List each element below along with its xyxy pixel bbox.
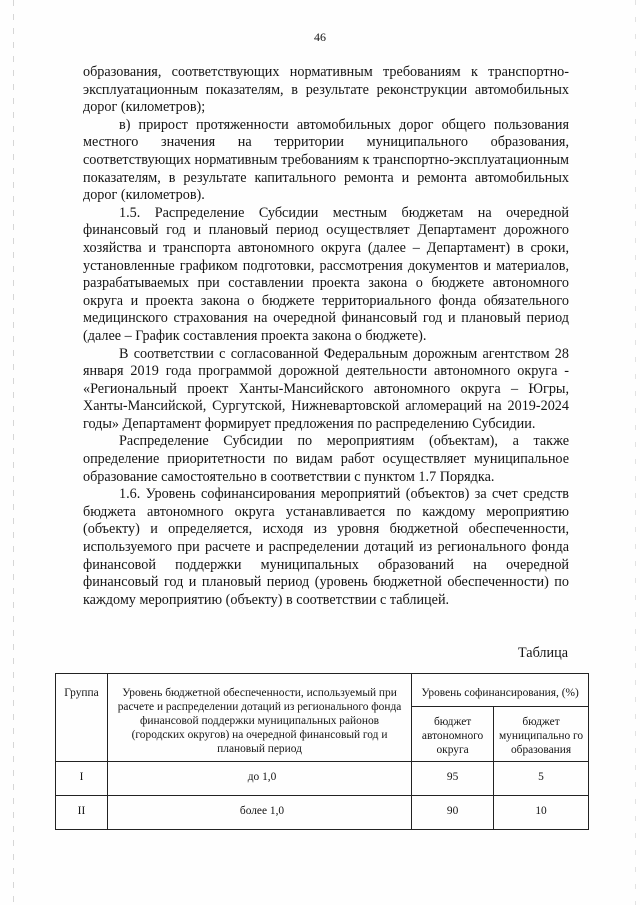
header-budget-ao: бюджет автономного округа [412,707,494,762]
body-text [83,64,569,609]
paragraph-program: В соответствии с согласованной Федеральным дорожным агентством 28 января 2019 года программой дорожной деятельности автономного округа - «Региональный проект Ханты-Мансийского автономного округа – Югры, Ханты-Мансийской, Сургутской, Нижневартовской агломераций на 2019-2024 годы» Департамент формирует предложения по распределению Субсидии. [83,345,569,432]
paragraph-continuation: образования, соответствующих нормативным требованиям к транспортно-эксплуатационным показателям, в результате реконструкции автомобильных дорог (километров); [83,64,569,116]
scan-edge-right [635,0,636,905]
scan-edge-left [13,0,14,905]
cell-budget-ao: 95 [412,762,494,796]
header-budget-level: Уровень бюджетной обеспеченности, используемый при расчете и распределении дотаций из регионального фонда финансовой поддержки муниципальных районов (городских округов) на очередной финансовый год и плановый период [107,674,411,762]
paragraph-1-6: 1.6. Уровень софинансирования мероприятий (объектов) за счет средств бюджета автономного округа устанавливается по каждому мероприятию (объекту) и определяется, исходя из уровня бюджетной обеспеченности, используемого при расчете и распределении дотаций из регионального фонда финансовой поддержки муниципальных образований на очередной финансовый год и плановый период (уровень бюджетной обеспеченности) по каждому мероприятию (объекту) в соответствии с таблицей. [83,486,569,608]
page-number: 46 [314,30,326,44]
header-cofinancing-level: Уровень софинансирования, (%) [412,674,589,707]
paragraph-1-5: 1.5. Распределение Субсидии местным бюджетам на очередной финансовый год и плановый период осуществляет Департамент дорожного хозяйства и транспорта автономного округа (далее – Департамент) в сроки, установленные графиком подготовки, рассмотрения документов и материалов, разрабатываемых при составлении проекта закона о бюджете автономного округа и проекта закона о бюджете территориального фонда обязательного медицинского страхования на очередной финансовый год и плановый период (далее – График составления проекта закона о бюджете). [83,204,569,344]
cell-budget-mo: 10 [494,796,589,830]
table-header-row [56,674,589,707]
header-budget-mo: бюджет муниципально го образования [494,707,589,762]
cell-budget-ao: 90 [412,796,494,830]
header-group: Группа [56,674,108,762]
table-row [56,796,589,830]
cofinancing-table [55,673,589,830]
cell-level: более 1,0 [107,796,411,830]
paragraph-distribution: Распределение Субсидии по мероприятиям (объектам), а также определение приоритетности по видам работ осуществляет муниципальное образование самостоятельно в соответствии с пунктом 1.7 Порядка. [83,433,569,485]
cell-level: до 1,0 [107,762,411,796]
paragraph-item-v: в) прирост протяженности автомобильных дорог общего пользования местного значения на территории муниципального образования, соответствующих нормативным требованиям к транспортно-эксплуатационным показателям, в результате капитального ремонта и ремонта автомобильных дорог (километров). [83,116,569,204]
table-row [56,762,589,796]
cell-group: I [56,762,108,796]
cell-group: II [56,796,108,830]
cell-budget-mo: 5 [494,762,589,796]
table-caption: Таблица [517,645,568,661]
